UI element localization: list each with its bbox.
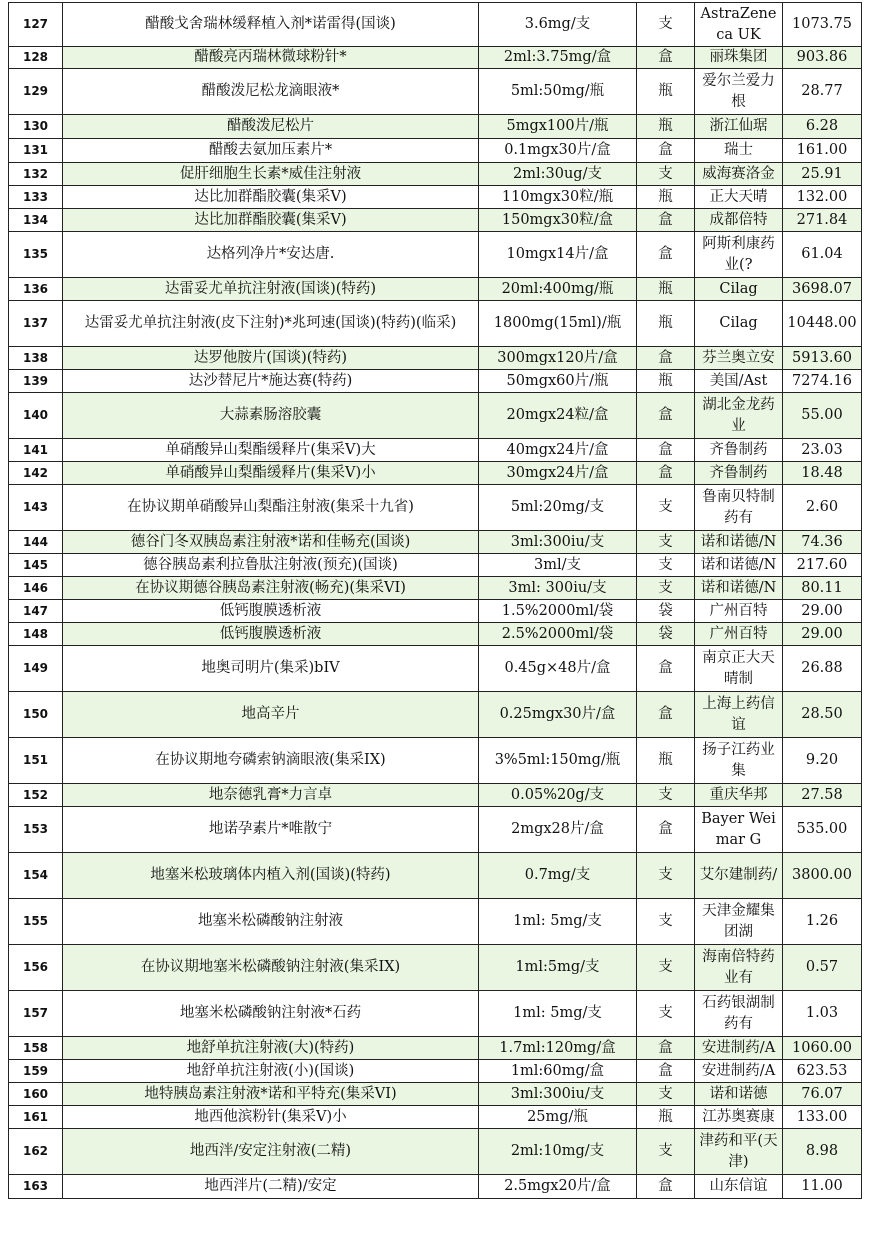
specification-cell: 150mgx30粒/盒 <box>479 209 637 232</box>
manufacturer-cell: 安进制药/A <box>695 1037 783 1060</box>
drug-name-cell: 达雷妥尤单抗注射液(国谈)(特药) <box>63 278 479 301</box>
unit-cell: 瓶 <box>637 1106 695 1129</box>
drug-name-cell: 达比加群酯胶囊(集采V) <box>63 186 479 209</box>
drug-name-cell: 醋酸泼尼松片 <box>63 115 479 139</box>
table-row <box>9 186 862 209</box>
row-number-cell: 147 <box>9 600 63 623</box>
manufacturer-cell: 爱尔兰爱力根 <box>695 69 783 115</box>
price-cell: 5913.60 <box>783 347 862 370</box>
drug-name-cell: 达雷妥尤单抗注射液(皮下注射)*兆珂速(国谈)(特药)(临采) <box>63 301 479 347</box>
unit-cell: 盒 <box>637 232 695 278</box>
price-cell: 1.26 <box>783 899 862 945</box>
specification-cell: 20mgx24粒/盒 <box>479 393 637 439</box>
price-cell: 8.98 <box>783 1129 862 1175</box>
unit-cell: 支 <box>637 163 695 186</box>
row-number-cell: 145 <box>9 554 63 577</box>
row-number-cell: 140 <box>9 393 63 439</box>
manufacturer-cell: 安进制药/A <box>695 1060 783 1083</box>
drug-name-cell: 地特胰岛素注射液*诺和平特充(集采VI) <box>63 1083 479 1106</box>
row-number-cell: 137 <box>9 301 63 347</box>
specification-cell: 1ml:60mg/盒 <box>479 1060 637 1083</box>
unit-cell: 瓶 <box>637 738 695 784</box>
unit-cell: 盒 <box>637 692 695 738</box>
table-row <box>9 1037 862 1060</box>
drug-name-cell: 德谷门冬双胰岛素注射液*诺和佳畅充(国谈) <box>63 531 479 554</box>
drug-name-cell: 低钙腹膜透析液 <box>63 623 479 646</box>
unit-cell: 支 <box>637 531 695 554</box>
manufacturer-cell: 山东信谊 <box>695 1175 783 1199</box>
row-number-cell: 142 <box>9 462 63 485</box>
drug-name-cell: 地西泮片(二精)/安定 <box>63 1175 479 1199</box>
drug-name-cell: 低钙腹膜透析液 <box>63 600 479 623</box>
price-cell: 2.60 <box>783 485 862 531</box>
row-number-cell: 148 <box>9 623 63 646</box>
drug-name-cell: 醋酸戈舍瑞林缓释植入剂*诺雷得(国谈) <box>63 3 479 47</box>
manufacturer-cell: 艾尔建制药/ <box>695 853 783 899</box>
manufacturer-cell: Cilag <box>695 301 783 347</box>
table-row <box>9 1106 862 1129</box>
specification-cell: 30mgx24片/盒 <box>479 462 637 485</box>
price-cell: 1060.00 <box>783 1037 862 1060</box>
specification-cell: 50mgx60片/瓶 <box>479 370 637 393</box>
unit-cell: 支 <box>637 784 695 807</box>
row-number-cell: 161 <box>9 1106 63 1129</box>
row-number-cell: 155 <box>9 899 63 945</box>
table-row <box>9 370 862 393</box>
table-row <box>9 807 862 853</box>
manufacturer-cell: Bayer Weimar G <box>695 807 783 853</box>
specification-cell: 20ml:400mg/瓶 <box>479 278 637 301</box>
row-number-cell: 149 <box>9 646 63 692</box>
drug-name-cell: 地塞米松磷酸钠注射液 <box>63 899 479 945</box>
manufacturer-cell: 诺和诺德 <box>695 1083 783 1106</box>
price-cell: 1073.75 <box>783 3 862 47</box>
unit-cell: 瓶 <box>637 278 695 301</box>
specification-cell: 5ml:50mg/瓶 <box>479 69 637 115</box>
table-row <box>9 1083 862 1106</box>
specification-cell: 0.05%20g/支 <box>479 784 637 807</box>
specification-cell: 0.25mgx30片/盒 <box>479 692 637 738</box>
row-number-cell: 160 <box>9 1083 63 1106</box>
price-cell: 217.60 <box>783 554 862 577</box>
price-cell: 623.53 <box>783 1060 862 1083</box>
specification-cell: 3ml: 300iu/支 <box>479 577 637 600</box>
unit-cell: 盒 <box>637 646 695 692</box>
price-cell: 3800.00 <box>783 853 862 899</box>
row-number-cell: 139 <box>9 370 63 393</box>
manufacturer-cell: 海南倍特药业有 <box>695 945 783 991</box>
price-cell: 80.11 <box>783 577 862 600</box>
specification-cell: 300mgx120片/盒 <box>479 347 637 370</box>
specification-cell: 3%5ml:150mg/瓶 <box>479 738 637 784</box>
drug-name-cell: 在协议期地塞米松磷酸钠注射液(集采IX) <box>63 945 479 991</box>
drug-name-cell: 地舒单抗注射液(大)(特药) <box>63 1037 479 1060</box>
row-number-cell: 157 <box>9 991 63 1037</box>
price-cell: 55.00 <box>783 393 862 439</box>
specification-cell: 1ml:5mg/支 <box>479 945 637 991</box>
unit-cell: 袋 <box>637 600 695 623</box>
price-cell: 535.00 <box>783 807 862 853</box>
table-row <box>9 3 862 47</box>
table-row <box>9 1129 862 1175</box>
manufacturer-cell: 广州百特 <box>695 623 783 646</box>
specification-cell: 3ml/支 <box>479 554 637 577</box>
unit-cell: 盒 <box>637 139 695 163</box>
price-cell: 28.77 <box>783 69 862 115</box>
table-row <box>9 209 862 232</box>
table-row <box>9 115 862 139</box>
row-number-cell: 156 <box>9 945 63 991</box>
price-cell: 7274.16 <box>783 370 862 393</box>
row-number-cell: 129 <box>9 69 63 115</box>
specification-cell: 0.1mgx30片/盒 <box>479 139 637 163</box>
unit-cell: 支 <box>637 485 695 531</box>
price-cell: 61.04 <box>783 232 862 278</box>
unit-cell: 盒 <box>637 807 695 853</box>
specification-cell: 2.5%2000ml/袋 <box>479 623 637 646</box>
drug-name-cell: 醋酸去氨加压素片* <box>63 139 479 163</box>
table-row <box>9 47 862 69</box>
manufacturer-cell: 齐鲁制药 <box>695 462 783 485</box>
manufacturer-cell: 芬兰奥立安 <box>695 347 783 370</box>
table-row <box>9 646 862 692</box>
table-row <box>9 1060 862 1083</box>
manufacturer-cell: 瑞士 <box>695 139 783 163</box>
row-number-cell: 163 <box>9 1175 63 1199</box>
price-cell: 1.03 <box>783 991 862 1037</box>
unit-cell: 盒 <box>637 1175 695 1199</box>
unit-cell: 瓶 <box>637 186 695 209</box>
row-number-cell: 130 <box>9 115 63 139</box>
row-number-cell: 136 <box>9 278 63 301</box>
manufacturer-cell: 丽珠集团 <box>695 47 783 69</box>
unit-cell: 盒 <box>637 1060 695 1083</box>
row-number-cell: 146 <box>9 577 63 600</box>
table-row <box>9 278 862 301</box>
specification-cell: 1ml: 5mg/支 <box>479 899 637 945</box>
manufacturer-cell: 湖北金龙药业 <box>695 393 783 439</box>
drug-name-cell: 地奈德乳膏*力言卓 <box>63 784 479 807</box>
specification-cell: 5mgx100片/瓶 <box>479 115 637 139</box>
specification-cell: 1.7ml:120mg/盒 <box>479 1037 637 1060</box>
manufacturer-cell: 天津金耀集团湖 <box>695 899 783 945</box>
row-number-cell: 131 <box>9 139 63 163</box>
drug-name-cell: 地诺孕素片*唯散宁 <box>63 807 479 853</box>
row-number-cell: 141 <box>9 439 63 462</box>
table-row <box>9 163 862 186</box>
manufacturer-cell: 齐鲁制药 <box>695 439 783 462</box>
unit-cell: 支 <box>637 899 695 945</box>
table-row <box>9 393 862 439</box>
drug-price-table-wrapper <box>8 2 861 1199</box>
specification-cell: 1.5%2000ml/袋 <box>479 600 637 623</box>
specification-cell: 40mgx24片/盒 <box>479 439 637 462</box>
specification-cell: 0.7mg/支 <box>479 853 637 899</box>
drug-name-cell: 达格列净片*安达唐. <box>63 232 479 278</box>
table-row <box>9 945 862 991</box>
drug-name-cell: 单硝酸异山梨酯缓释片(集采V)大 <box>63 439 479 462</box>
drug-name-cell: 地西泮/安定注射液(二精) <box>63 1129 479 1175</box>
specification-cell: 3ml:300iu/支 <box>479 531 637 554</box>
row-number-cell: 150 <box>9 692 63 738</box>
manufacturer-cell: AstraZeneca UK <box>695 3 783 47</box>
table-row <box>9 462 862 485</box>
unit-cell: 支 <box>637 991 695 1037</box>
drug-name-cell: 达罗他胺片(国谈)(特药) <box>63 347 479 370</box>
row-number-cell: 133 <box>9 186 63 209</box>
price-cell: 903.86 <box>783 47 862 69</box>
manufacturer-cell: 诺和诺德/N <box>695 554 783 577</box>
table-row <box>9 1175 862 1199</box>
unit-cell: 支 <box>637 554 695 577</box>
row-number-cell: 138 <box>9 347 63 370</box>
table-row <box>9 577 862 600</box>
row-number-cell: 151 <box>9 738 63 784</box>
row-number-cell: 152 <box>9 784 63 807</box>
specification-cell: 2mgx28片/盒 <box>479 807 637 853</box>
drug-price-table <box>8 2 862 1199</box>
specification-cell: 1800mg(15ml)/瓶 <box>479 301 637 347</box>
price-cell: 74.36 <box>783 531 862 554</box>
manufacturer-cell: 正大天晴 <box>695 186 783 209</box>
row-number-cell: 162 <box>9 1129 63 1175</box>
unit-cell: 盒 <box>637 1037 695 1060</box>
unit-cell: 盒 <box>637 47 695 69</box>
row-number-cell: 159 <box>9 1060 63 1083</box>
price-cell: 6.28 <box>783 115 862 139</box>
specification-cell: 1ml: 5mg/支 <box>479 991 637 1037</box>
manufacturer-cell: 江苏奥赛康 <box>695 1106 783 1129</box>
price-cell: 133.00 <box>783 1106 862 1129</box>
unit-cell: 瓶 <box>637 69 695 115</box>
unit-cell: 瓶 <box>637 370 695 393</box>
table-row <box>9 485 862 531</box>
unit-cell: 瓶 <box>637 301 695 347</box>
manufacturer-cell: 重庆华邦 <box>695 784 783 807</box>
table-row <box>9 554 862 577</box>
drug-name-cell: 地舒单抗注射液(小)(国谈) <box>63 1060 479 1083</box>
manufacturer-cell: 南京正大天晴制 <box>695 646 783 692</box>
table-body <box>9 3 862 1199</box>
price-cell: 25.91 <box>783 163 862 186</box>
unit-cell: 支 <box>637 3 695 47</box>
table-row <box>9 531 862 554</box>
specification-cell: 10mgx14片/盒 <box>479 232 637 278</box>
manufacturer-cell: 广州百特 <box>695 600 783 623</box>
table-row <box>9 784 862 807</box>
manufacturer-cell: 诺和诺德/N <box>695 531 783 554</box>
manufacturer-cell: Cilag <box>695 278 783 301</box>
drug-name-cell: 在协议期德谷胰岛素注射液(畅充)(集采VI) <box>63 577 479 600</box>
specification-cell: 25mg/瓶 <box>479 1106 637 1129</box>
specification-cell: 2.5mgx20片/盒 <box>479 1175 637 1199</box>
price-cell: 3698.07 <box>783 278 862 301</box>
unit-cell: 盒 <box>637 347 695 370</box>
specification-cell: 0.45g×48片/盒 <box>479 646 637 692</box>
drug-name-cell: 地高辛片 <box>63 692 479 738</box>
price-cell: 28.50 <box>783 692 862 738</box>
drug-name-cell: 德谷胰岛素利拉鲁肽注射液(预充)(国谈) <box>63 554 479 577</box>
unit-cell: 盒 <box>637 462 695 485</box>
row-number-cell: 134 <box>9 209 63 232</box>
table-row <box>9 69 862 115</box>
drug-name-cell: 大蒜素肠溶胶囊 <box>63 393 479 439</box>
specification-cell: 110mgx30粒/瓶 <box>479 186 637 209</box>
manufacturer-cell: 石药银湖制药有 <box>695 991 783 1037</box>
manufacturer-cell: 津药和平(天津) <box>695 1129 783 1175</box>
price-cell: 26.88 <box>783 646 862 692</box>
table-row <box>9 439 862 462</box>
unit-cell: 盒 <box>637 393 695 439</box>
drug-name-cell: 在协议期单硝酸异山梨酯注射液(集采十九省) <box>63 485 479 531</box>
price-cell: 10448.00 <box>783 301 862 347</box>
table-row <box>9 991 862 1037</box>
table-row <box>9 853 862 899</box>
price-cell: 0.57 <box>783 945 862 991</box>
table-row <box>9 301 862 347</box>
unit-cell: 支 <box>637 945 695 991</box>
table-row <box>9 347 862 370</box>
table-row <box>9 232 862 278</box>
unit-cell: 支 <box>637 577 695 600</box>
price-cell: 29.00 <box>783 623 862 646</box>
price-cell: 18.48 <box>783 462 862 485</box>
manufacturer-cell: 扬子江药业集 <box>695 738 783 784</box>
price-cell: 27.58 <box>783 784 862 807</box>
drug-name-cell: 地塞米松玻璃体内植入剂(国谈)(特药) <box>63 853 479 899</box>
row-number-cell: 135 <box>9 232 63 278</box>
unit-cell: 瓶 <box>637 115 695 139</box>
drug-name-cell: 促肝细胞生长素*威佳注射液 <box>63 163 479 186</box>
manufacturer-cell: 上海上药信谊 <box>695 692 783 738</box>
unit-cell: 袋 <box>637 623 695 646</box>
manufacturer-cell: 鲁南贝特制药有 <box>695 485 783 531</box>
row-number-cell: 158 <box>9 1037 63 1060</box>
specification-cell: 3.6mg/支 <box>479 3 637 47</box>
price-cell: 132.00 <box>783 186 862 209</box>
manufacturer-cell: 浙江仙琚 <box>695 115 783 139</box>
unit-cell: 支 <box>637 1083 695 1106</box>
table-row <box>9 600 862 623</box>
specification-cell: 5ml:20mg/支 <box>479 485 637 531</box>
price-cell: 11.00 <box>783 1175 862 1199</box>
drug-name-cell: 地奥司明片(集采)bIV <box>63 646 479 692</box>
row-number-cell: 153 <box>9 807 63 853</box>
drug-name-cell: 达沙替尼片*施达赛(特药) <box>63 370 479 393</box>
unit-cell: 支 <box>637 853 695 899</box>
price-cell: 271.84 <box>783 209 862 232</box>
row-number-cell: 154 <box>9 853 63 899</box>
row-number-cell: 132 <box>9 163 63 186</box>
manufacturer-cell: 威海赛洛金 <box>695 163 783 186</box>
manufacturer-cell: 诺和诺德/N <box>695 577 783 600</box>
specification-cell: 3ml:300iu/支 <box>479 1083 637 1106</box>
table-row <box>9 623 862 646</box>
table-row <box>9 738 862 784</box>
unit-cell: 盒 <box>637 439 695 462</box>
drug-name-cell: 单硝酸异山梨酯缓释片(集采V)小 <box>63 462 479 485</box>
table-row <box>9 692 862 738</box>
manufacturer-cell: 美国/Ast <box>695 370 783 393</box>
row-number-cell: 143 <box>9 485 63 531</box>
price-cell: 161.00 <box>783 139 862 163</box>
manufacturer-cell: 成都倍特 <box>695 209 783 232</box>
drug-name-cell: 地塞米松磷酸钠注射液*石药 <box>63 991 479 1037</box>
row-number-cell: 144 <box>9 531 63 554</box>
drug-name-cell: 地西他滨粉针(集采V)小 <box>63 1106 479 1129</box>
table-row <box>9 899 862 945</box>
row-number-cell: 127 <box>9 3 63 47</box>
drug-name-cell: 醋酸亮丙瑞林微球粉针* <box>63 47 479 69</box>
specification-cell: 2ml:10mg/支 <box>479 1129 637 1175</box>
manufacturer-cell: 阿斯利康药业(? <box>695 232 783 278</box>
specification-cell: 2ml:30ug/支 <box>479 163 637 186</box>
price-cell: 76.07 <box>783 1083 862 1106</box>
drug-name-cell: 达比加群酯胶囊(集采V) <box>63 209 479 232</box>
drug-name-cell: 在协议期地夸磷索钠滴眼液(集采IX) <box>63 738 479 784</box>
price-cell: 23.03 <box>783 439 862 462</box>
table-row <box>9 139 862 163</box>
price-cell: 29.00 <box>783 600 862 623</box>
row-number-cell: 128 <box>9 47 63 69</box>
price-cell: 9.20 <box>783 738 862 784</box>
specification-cell: 2ml:3.75mg/盒 <box>479 47 637 69</box>
unit-cell: 支 <box>637 1129 695 1175</box>
unit-cell: 盒 <box>637 209 695 232</box>
drug-name-cell: 醋酸泼尼松龙滴眼液* <box>63 69 479 115</box>
